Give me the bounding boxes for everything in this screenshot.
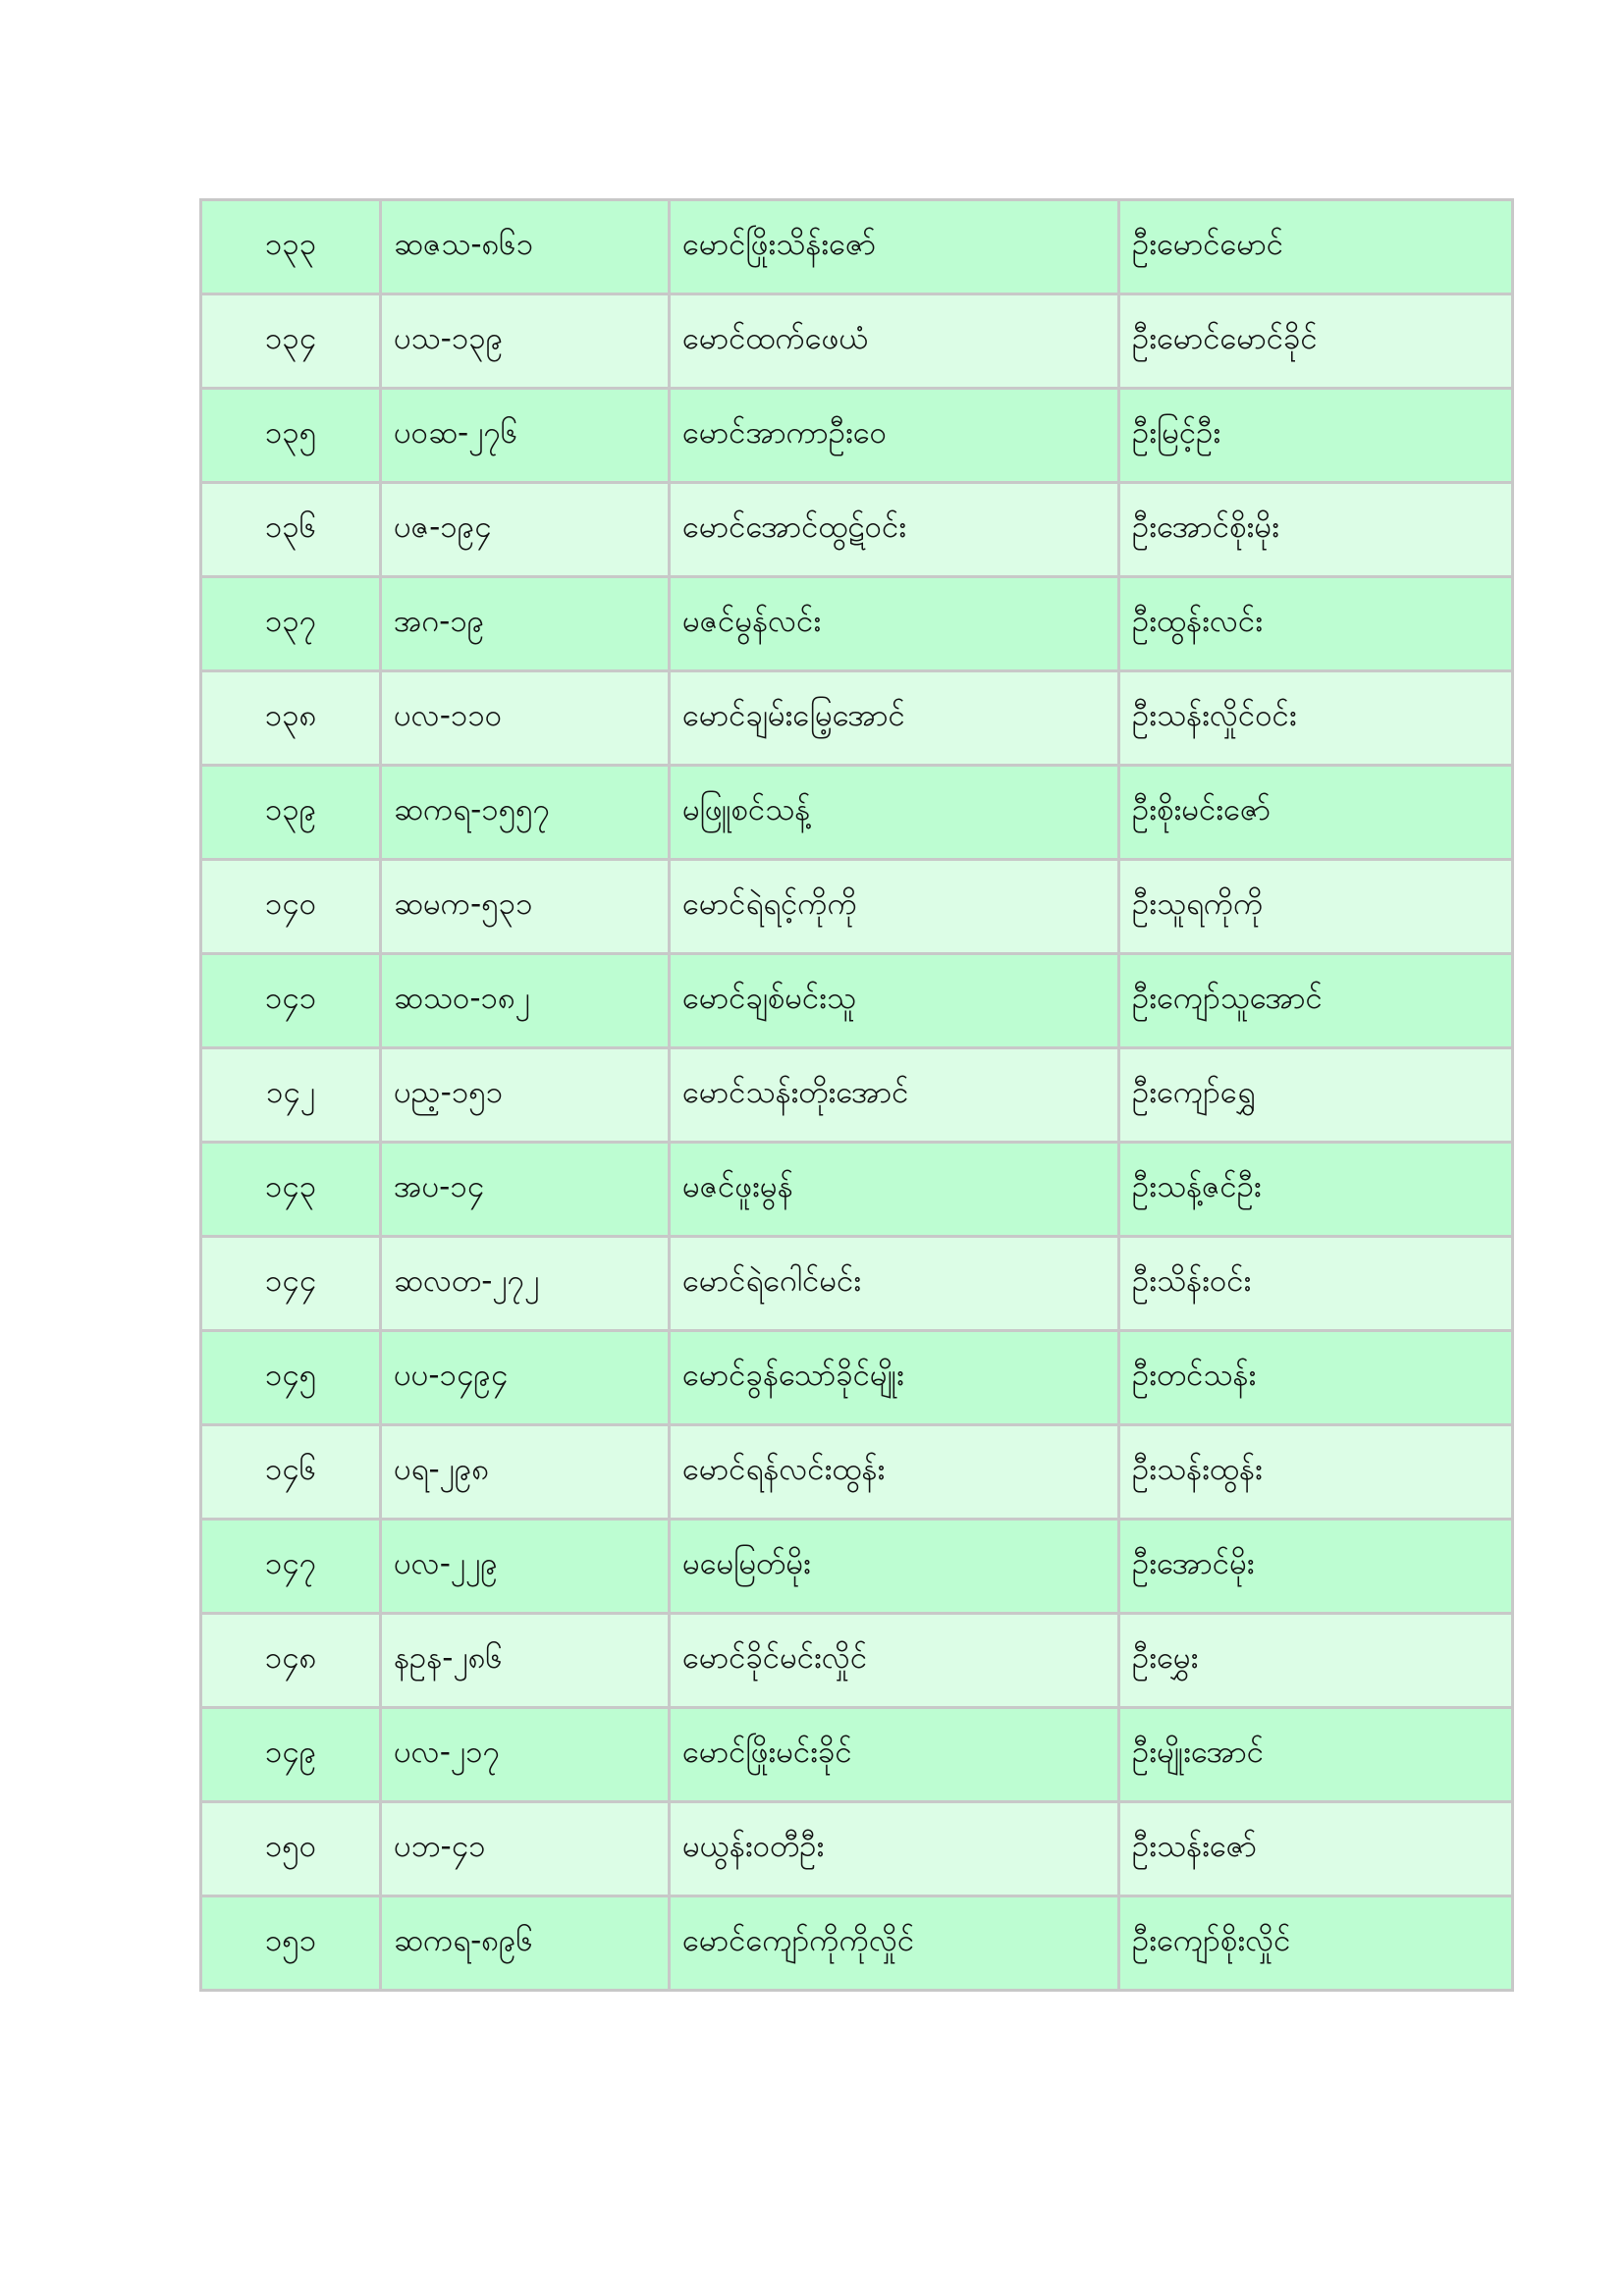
father-name-cell: ဦးသူရကိုကို [1119,860,1513,954]
student-name-cell: မဇင်ဖူးမွန် [670,1143,1119,1237]
row-number-cell: ၁၃၉ [201,766,381,860]
father-name-cell: ဦးမြင့်ဦး [1119,389,1513,483]
table-row [201,1331,1513,1425]
father-name-cell: ဦးကျော်စိုးလှိုင် [1119,1896,1513,1991]
student-name-cell: မောင်ချမ်းမြေ့အောင် [670,671,1119,766]
row-number-cell: ၁၅၁ [201,1896,381,1991]
father-name-cell: ဦးမောင်မောင် [1119,200,1513,294]
father-name-cell: ဦးထွန်းလင်း [1119,577,1513,671]
registration-number-cell: ပဇ-၁၉၄ [381,483,670,577]
row-number-cell: ၁၄၈ [201,1614,381,1708]
registration-number-cell: ဆသဝ-၁၈၂ [381,954,670,1048]
row-number-cell: ၁၄၂ [201,1048,381,1143]
registration-number-cell: ဆလတ-၂၇၂ [381,1237,670,1331]
row-number-cell: ၁၃၈ [201,671,381,766]
father-name-cell: ဦးသန်းလှိုင်ဝင်း [1119,671,1513,766]
father-name-cell: ဦးမောင်မောင်ခိုင် [1119,294,1513,389]
roster-table-body [201,200,1513,1991]
registration-number-cell: ပလ-၁၁၀ [381,671,670,766]
student-name-cell: မယွန်းဝတီဦး [670,1802,1119,1896]
father-name-cell: ဦးကျော်ရွှေ [1119,1048,1513,1143]
registration-number-cell: အဂ-၁၉ [381,577,670,671]
table-row [201,483,1513,577]
student-name-cell: မောင်အောင်ထွဋ်ဝင်း [670,483,1119,577]
row-number-cell: ၁၄၇ [201,1520,381,1614]
student-name-cell: မောင်သန်းတိုးအောင် [670,1048,1119,1143]
registration-number-cell: ပသ-၁၃၉ [381,294,670,389]
table-row [201,860,1513,954]
registration-number-cell: ပပ-၁၄၉၄ [381,1331,670,1425]
student-name-cell: မောင်ရဲဂေါင်မင်း [670,1237,1119,1331]
father-name-cell: ဦးတင်သန်း [1119,1331,1513,1425]
student-name-cell: မောင်ဖြိုးသိန်းဇော် [670,200,1119,294]
row-number-cell: ၁၄၃ [201,1143,381,1237]
registration-number-cell: ဆကရ-၁၅၅၇ [381,766,670,860]
student-name-cell: မောင်အာကာဦးဝေ [670,389,1119,483]
registration-number-cell: ပဘ-၄၁ [381,1802,670,1896]
row-number-cell: ၁၃၆ [201,483,381,577]
table-row [201,1143,1513,1237]
row-number-cell: ၁၃၅ [201,389,381,483]
table-row [201,1048,1513,1143]
student-name-cell: မောင်ဖြိုးမင်းခိုင် [670,1708,1119,1802]
student-name-cell: မောင်ရန်လင်းထွန်း [670,1425,1119,1520]
registration-number-cell: ပည့-၁၅၁ [381,1048,670,1143]
table-row [201,294,1513,389]
student-name-cell: မမေမြတ်မိုး [670,1520,1119,1614]
table-row [201,577,1513,671]
table-row [201,766,1513,860]
row-number-cell: ၁၄၉ [201,1708,381,1802]
table-row [201,954,1513,1048]
father-name-cell: ဦးအောင်စိုးမိုး [1119,483,1513,577]
registration-number-cell: ဆဇသ-၈၆၁ [381,200,670,294]
father-name-cell: ဦးအောင်မိုး [1119,1520,1513,1614]
registration-number-cell: နဥန-၂၈၆ [381,1614,670,1708]
student-name-cell: မဇင်မွန်လင်း [670,577,1119,671]
table-row [201,1520,1513,1614]
table-row [201,671,1513,766]
student-name-cell: မဖြူစင်သန့် [670,766,1119,860]
row-number-cell: ၁၃၃ [201,200,381,294]
father-name-cell: ဦးမျိုးအောင် [1119,1708,1513,1802]
row-number-cell: ၁၄၁ [201,954,381,1048]
father-name-cell: ဦးစိုးမင်းဇော် [1119,766,1513,860]
row-number-cell: ၁၃၇ [201,577,381,671]
father-name-cell: ဦးသိန်းဝင်း [1119,1237,1513,1331]
table-row [201,389,1513,483]
father-name-cell: ဦးသန့်ဇင်ဦး [1119,1143,1513,1237]
father-name-cell: ဦးမွှေး [1119,1614,1513,1708]
registration-number-cell: ပရ-၂၉၈ [381,1425,670,1520]
registration-number-cell: ပဝဆ-၂၇၆ [381,389,670,483]
registration-number-cell: ဆကရ-၈၉၆ [381,1896,670,1991]
student-name-cell: မောင်ခိုင်မင်းလှိုင် [670,1614,1119,1708]
row-number-cell: ၁၅၀ [201,1802,381,1896]
registration-number-cell: အပ-၁၄ [381,1143,670,1237]
student-name-cell: မောင်ကျော်ကိုကိုလှိုင် [670,1896,1119,1991]
table-row [201,1802,1513,1896]
table-row [201,1896,1513,1991]
registration-number-cell: ပလ-၂၁၇ [381,1708,670,1802]
father-name-cell: ဦးသန်းဇော် [1119,1802,1513,1896]
father-name-cell: ဦးကျော်သူအောင် [1119,954,1513,1048]
student-roster-table [199,198,1514,1992]
student-name-cell: မောင်ချစ်မင်းသူ [670,954,1119,1048]
table-row [201,1237,1513,1331]
row-number-cell: ၁၃၄ [201,294,381,389]
table-row [201,1425,1513,1520]
row-number-cell: ၁၄၅ [201,1331,381,1425]
row-number-cell: ၁၄၆ [201,1425,381,1520]
table-row [201,1708,1513,1802]
table-row [201,1614,1513,1708]
row-number-cell: ၁၄၄ [201,1237,381,1331]
registration-number-cell: ပလ-၂၂၉ [381,1520,670,1614]
student-name-cell: မောင်ခွန်သော်ခိုင်မျိုး [670,1331,1119,1425]
registration-number-cell: ဆမက-၅၃၁ [381,860,670,954]
student-name-cell: မောင်ထက်ဖေယံ [670,294,1119,389]
row-number-cell: ၁၄၀ [201,860,381,954]
table-row [201,200,1513,294]
father-name-cell: ဦးသန်းထွန်း [1119,1425,1513,1520]
student-name-cell: မောင်ရဲရင့်ကိုကို [670,860,1119,954]
